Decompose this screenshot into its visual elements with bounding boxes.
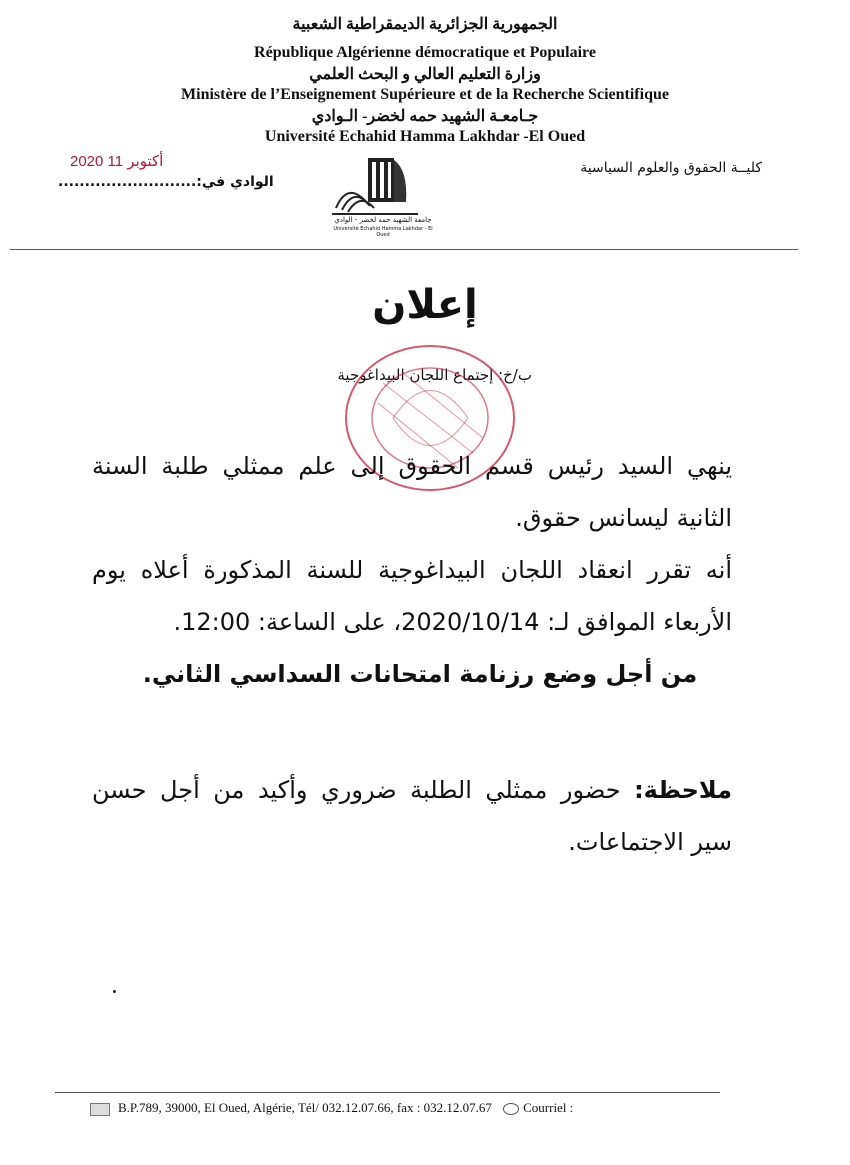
footer-contact xyxy=(90,1100,573,1116)
republic-fr: République Algérienne démocratique et Populaire xyxy=(254,44,596,61)
mail-icon xyxy=(90,1103,110,1116)
republic-ar: الجمهورية الجزائرية الديمقراطية الشعبية xyxy=(292,16,558,33)
university-fr: Université Echahid Hamma Lakhdar -El Oued xyxy=(264,128,586,145)
logo-caption-fr: Université Echahid Hamma Lakhdar - El Oued xyxy=(333,226,433,238)
university-ar: جـامعـة الشهيد حمه لخضر- الـوادي xyxy=(311,108,539,125)
footer-divider xyxy=(55,1092,720,1093)
note-paragraph xyxy=(92,764,732,868)
email-icon xyxy=(503,1103,519,1115)
footer-email-label: Courriel : xyxy=(523,1100,574,1115)
ministry-ar: وزارة التعليم العالي و البحث العلمي xyxy=(309,66,541,83)
paragraph-purpose: من أجل وضع رزنامة امتحانات السداسي الثاني. xyxy=(142,660,698,688)
received-date-stamp: 2020 أكتوبر 11 xyxy=(70,153,164,170)
page-title: إعلان xyxy=(372,282,478,328)
faculty-name: كليــة الحقوق والعلوم السياسية xyxy=(580,160,762,176)
subject-line: ب/خ: إجتماع اللجان البيداغوجية xyxy=(337,366,532,384)
paragraph-meeting: أنه تقرر انعقاد اللجان البيداغوجية للسنة المذكورة أعلاه يوم الأربعاء الموافق لـ: 2020/10/14، على الساعة: 12:00. xyxy=(92,556,732,636)
logo-caption-ar: جامعة الشهيد حمه لخضر - الوادي xyxy=(334,216,432,224)
stray-dot xyxy=(113,990,116,993)
header-divider xyxy=(10,249,798,250)
university-logo xyxy=(328,150,438,244)
paragraph-intro: ينهي السيد رئيس قسم الحقوق إلى علم ممثلي طلبة السنة الثانية ليسانس حقوق. xyxy=(92,452,732,532)
footer-address: B.P.789, 39000, El Oued, Algérie, Tél/ 032.12.07.66, fax : 032.12.07.67 xyxy=(118,1100,492,1115)
date-line: الوادي في:.......................... xyxy=(58,174,274,190)
ministry-fr: Ministère de l’Enseignement Supérieure et de la Recherche Scientifique xyxy=(181,86,669,103)
note-label: ملاحظة: xyxy=(634,776,732,804)
note-text: حضور ممثلي الطلبة ضروري وأكيد من أجل حسن سير الاجتماعات. xyxy=(92,776,732,856)
